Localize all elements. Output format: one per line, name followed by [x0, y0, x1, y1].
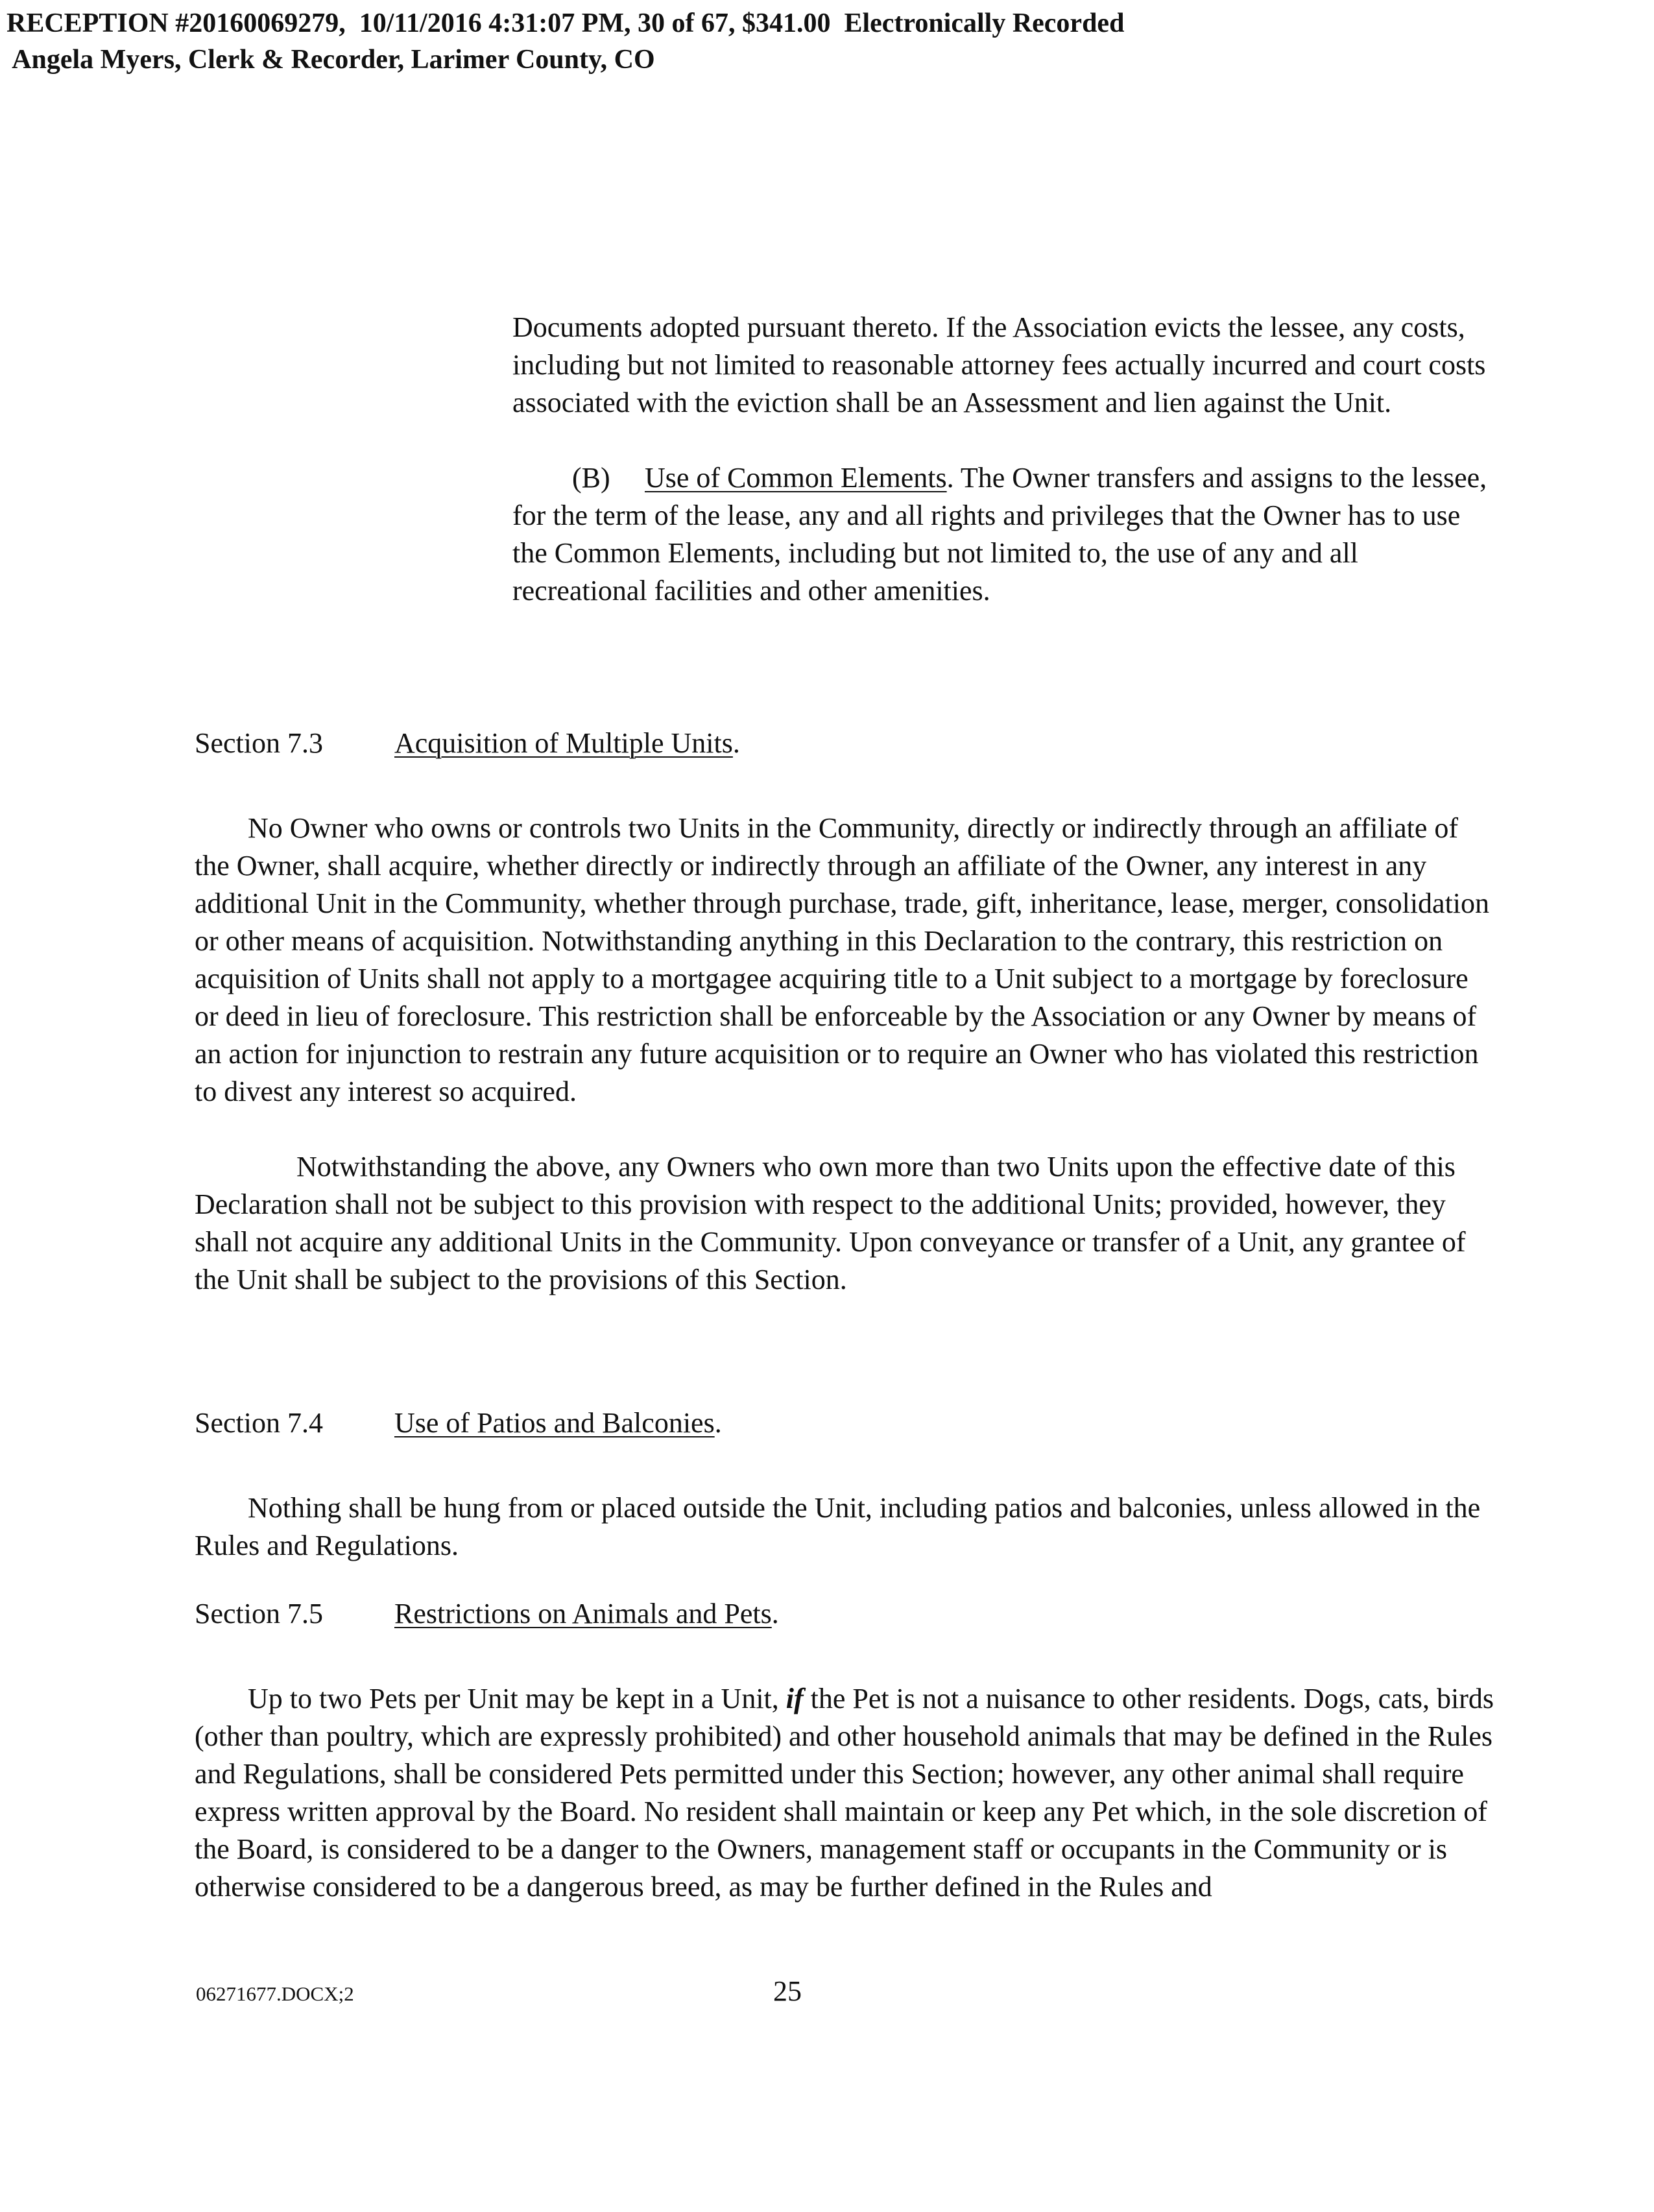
document-id: 06271677.DOCX;2: [196, 1982, 354, 2005]
section-7-5-body: [195, 1680, 1498, 1906]
recording-stamp-line-2: Angela Myers, Clerk & Recorder, Larimer County, CO: [6, 45, 655, 75]
section-7-4-paragraph: Nothing shall be hung from or placed outside the Unit, including patios and balconies, unless allowed in the Rules and Regulations.: [195, 1492, 1481, 1561]
section-7-3-heading: Section 7.3 Acquisition of Multiple Units.: [195, 725, 740, 762]
section-7-5-paragraph: [195, 1680, 1498, 1906]
section-7-3-body: [195, 810, 1498, 1299]
section-7-5-emphasis: if: [785, 1683, 804, 1714]
section-7-3-paragraph-1: No Owner who owns or controls two Units in the Community, directly or indirectly through an affiliate of the Owner, shall acquire, whether directly or indirectly through an affiliate of the Owner, any interest in any additional Unit in the Community, whether through purchase, trade, gift, inheritance, lease, merger, consolidation or other means of acquisition. Notwithstanding anything in this Declaration to the contrary, this restriction on acquisition of Units shall not apply to a mortgagee acquiring title to a Unit subject to a mortgage by foreclosure or deed in lieu of foreclosure. This restriction shall be enforceable by the Association or any Owner by means of an action for injunction to restrain any future acquisition or to require an Owner who has violated this restriction to divest any interest so acquired.: [195, 812, 1490, 1107]
section-7-5-text-start: Up to two Pets per Unit may be kept in a Unit,: [248, 1683, 786, 1714]
continuation-paragraph: Documents adopted pursuant thereto. If the Association evicts the lessee, any costs, including but not limited to reasonable attorney fees actually incurred and court costs associated with the eviction shall be an Assessment and lien against the Unit.: [512, 311, 1486, 418]
subsection-b-paragraph: (B) Use of Common Elements. The Owner transfers and assigns to the lessee, for the term of the lease, any and all rights and privileges that the Owner has to use the Common Elements, including but not limited to, the use of any and all recreational facilities and other amenities.: [512, 459, 1498, 610]
section-7-4-body: [195, 1489, 1498, 1565]
page-number: 25: [773, 1975, 802, 2007]
subsection-b-text: The Owner transfers and assigns to the lessee, for the term of the lease, any and all rights and privileges that the Owner has to use the Common Elements, including but not limited to, the use of any and all recreational facilities and other amenities.: [512, 462, 1487, 607]
recording-stamp-line-1: RECEPTION #20160069279, 10/11/2016 4:31:07 PM, 30 of 67, $341.00 Electronically Recorded: [6, 8, 1125, 38]
section-7-5-title: Restrictions on Animals and Pets: [394, 1598, 772, 1629]
section-7-3-paragraph-2: Notwithstanding the above, any Owners who own more than two Units upon the effective date of this Declaration shall not be subject to this provision with respect to the additional Units; provided, however, they shall not acquire any additional Units in the Community. Upon conveyance or transfer of a Unit, any grantee of the Unit shall be subject to the provisions of this Section.: [195, 1151, 1466, 1295]
section-7-4-title: Use of Patios and Balconies: [394, 1407, 715, 1439]
section-7-5-heading: Section 7.5 Restrictions on Animals and Pets.: [195, 1595, 779, 1633]
section-7-3-number: Section 7.3: [195, 727, 323, 759]
section-7-5-number: Section 7.5: [195, 1598, 323, 1629]
section-7-4-number: Section 7.4: [195, 1407, 323, 1439]
section-7-3-title: Acquisition of Multiple Units: [394, 727, 733, 759]
recording-stamp: [6, 5, 1124, 78]
subsection-b-title: Use of Common Elements: [645, 462, 947, 494]
section-7-4-heading: Section 7.4 Use of Patios and Balconies.: [195, 1404, 722, 1442]
subsection-b-label: (B): [572, 462, 610, 494]
indented-continuation: [512, 309, 1498, 610]
section-7-5-text-end: the Pet is not a nuisance to other residents. Dogs, cats, birds (other than poultry, which are expressly prohibited) and other household animals that may be defined in the Rules and Regulations, shall be considered Pets permitted under this Section; however, any other animal shall require express written approval by the Board. No resident shall maintain or keep any Pet which, in the sole discretion of the Board, is considered to be a danger to the Owners, management staff or occupants in the Community or is otherwise considered to be a dangerous breed, as may be further defined in the Rules and: [195, 1683, 1494, 1903]
